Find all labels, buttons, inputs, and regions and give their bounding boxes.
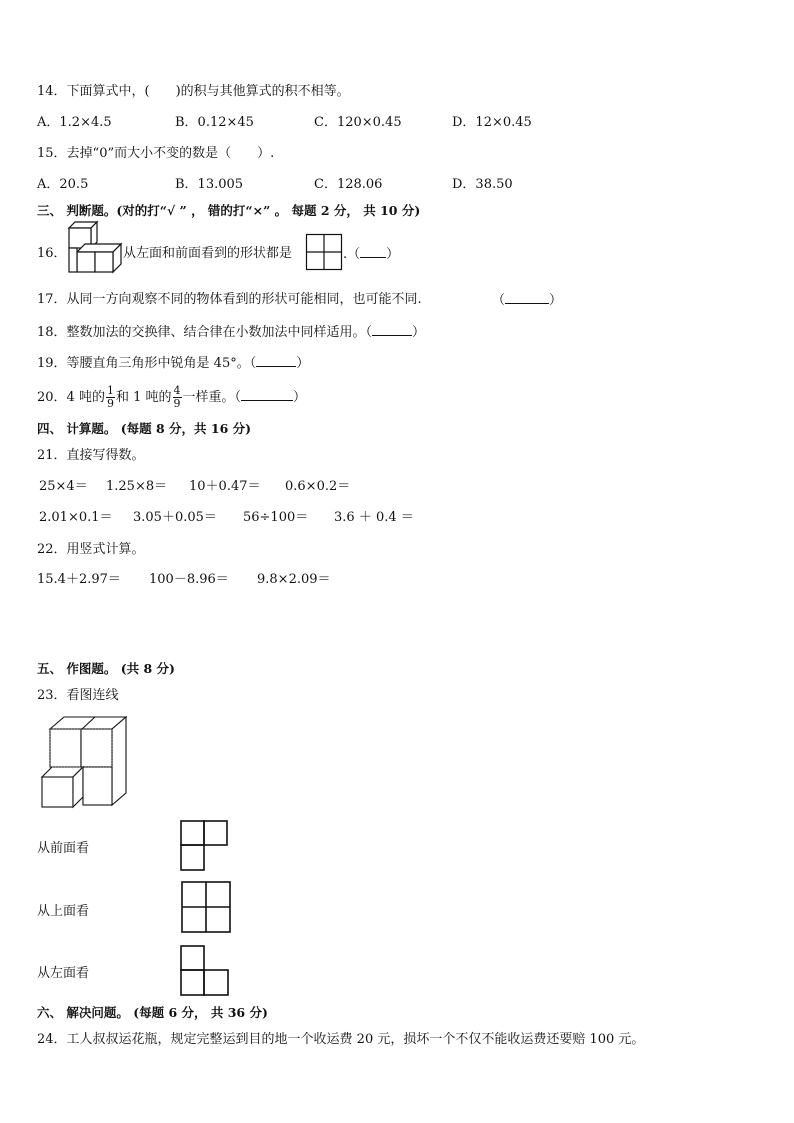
q16-text: 从左面和前面看到的形状都是 [123,246,293,261]
q16-cube-figure-icon [63,222,123,274]
q20-fraction-1: $\frac{1}{9}$ [106,384,114,410]
q17-stem: 17．从同一方向观察不同的物体看到的形状可能相同，也可能不同. [37,292,422,307]
q21-item[interactable]: 2.01×0.1＝ [39,510,113,525]
section-4-heading: 四、 计算题。 (每题 8 分，共 16 分) [37,421,252,436]
q23-label-front: 从前面看 [37,841,90,856]
q22-item[interactable]: 100－8.96＝ [149,572,229,587]
q18-answer-blank[interactable] [372,323,412,336]
q23-stem: 23．看图连线 [37,688,119,703]
q15-option-d[interactable]: D．38.50 [452,177,513,192]
q20-stem: 20．4 吨的 $\frac{1}{9}$ 和 1 吨的 $\frac{4}{9}$ 一样重。（ ） [37,384,307,410]
q16-answer: .（ ） [343,247,400,262]
q21-item[interactable]: 1.25×8＝ [106,479,168,494]
q14-option-d[interactable]: D．12×0.45 [452,115,532,130]
q14-option-c[interactable]: C．120×0.45 [314,115,402,130]
q19-stem: 19．等腰直角三角形中锐角是 45°。（ ） [37,356,310,371]
q23-top-view-icon[interactable] [181,881,231,933]
q18-stem: 18．整数加法的交换律、结合律在小数加法中同样适用。（ ） [37,325,426,340]
q16-answer-blank[interactable] [360,245,386,258]
q21-item[interactable]: 25×4＝ [39,479,88,494]
q15-option-b[interactable]: B．13.005 [175,177,244,192]
q17-answer-blank[interactable] [505,291,549,304]
q24-stem: 24．工人叔叔运花瓶，规定完整运到目的地一个收运费 20 元，损坏一个不仅不能收运费还要赔 100 元。 [37,1032,645,1047]
q23-label-top: 从上面看 [37,904,90,919]
q15-stem: 15．去掉“0”而大小不变的数是（ ）. [37,146,275,161]
q20-fraction-2: $\frac{4}{9}$ [173,384,181,410]
q21-stem: 21．直接写得数。 [37,448,145,463]
section-6-heading: 六、 解决问题。 (每题 6 分， 共 36 分) [37,1005,268,1020]
q14-option-b[interactable]: B．0.12×45 [175,115,254,130]
q21-item[interactable]: 0.6×0.2＝ [285,479,351,494]
q22-item[interactable]: 15.4＋2.97＝ [37,572,121,587]
q21-item[interactable]: 3.6 ＋ 0.4 ＝ [334,510,414,525]
q22-items [37,571,737,589]
q23-front-view-icon[interactable] [180,820,228,872]
q16-number: 16． [37,246,67,261]
q19-answer-blank[interactable] [256,354,296,367]
q23-cube-figure-icon [40,715,130,811]
q21-item[interactable]: 10＋0.47＝ [189,479,261,494]
q21-row-2 [39,509,739,527]
q20-answer-blank[interactable] [241,388,293,401]
q16-shape-icon [306,234,342,270]
q22-stem: 22．用竖式计算。 [37,542,145,557]
q21-row-1 [39,478,739,496]
q15-options [37,176,757,194]
section-3-heading: 三、 判断题。(对的打“√ ” ， 错的打“×” 。 每题 2 分， 共 10 分) [37,203,421,218]
q23-label-left: 从左面看 [37,966,90,981]
q22-item[interactable]: 9.8×2.09＝ [257,572,331,587]
q15-option-c[interactable]: C．128.06 [314,177,383,192]
q21-item[interactable]: 3.05＋0.05＝ [133,510,217,525]
section-5-heading: 五、 作图题。 (共 8 分) [37,661,175,676]
q15-option-a[interactable]: A．20.5 [37,177,89,192]
q17-answer: （ ） [492,293,563,308]
q14-options [37,114,757,132]
q14-stem: 14．下面算式中，( )的积与其他算式的积不相等。 [37,84,350,99]
q23-left-view-icon[interactable] [180,945,230,997]
q21-item[interactable]: 56÷100＝ [243,510,309,525]
q14-option-a[interactable]: A．1.2×4.5 [37,115,112,130]
